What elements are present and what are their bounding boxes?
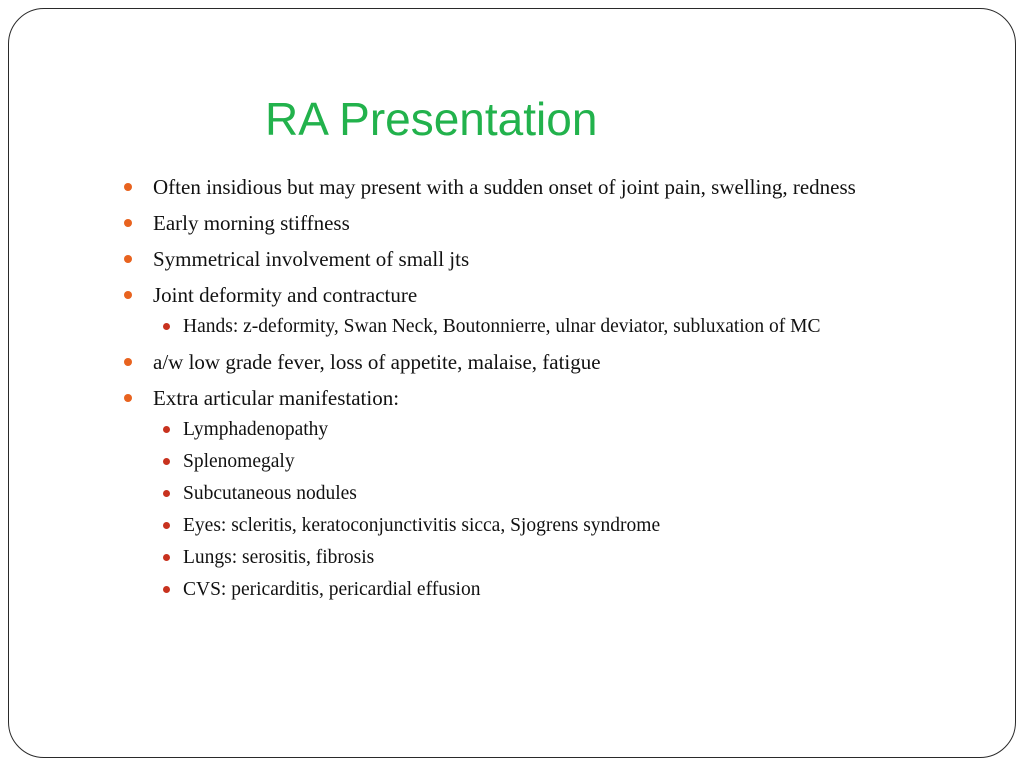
bullet-dot-icon (124, 358, 132, 366)
sub-bullet-dot-icon (163, 458, 170, 465)
bullet-dot-icon (124, 219, 132, 227)
sub-bullet-item (153, 481, 952, 506)
sub-bullet-text: CVS: pericarditis, pericardial effusion (183, 579, 481, 600)
sub-bullet-dot-icon (163, 490, 170, 497)
bullet-dot-icon (124, 255, 132, 263)
sub-bullet-text: Splenomegaly (183, 451, 295, 472)
sub-bullet-dot-icon (163, 426, 170, 433)
sub-bullet-item (153, 545, 952, 570)
bullet-dot-icon (124, 394, 132, 402)
sub-bullet-list (153, 417, 952, 602)
bullet-text: Early morning stiffness (153, 211, 350, 235)
bullet-text: Often insidious but may present with a sudden onset of joint pain, swelling, redness (153, 175, 856, 199)
bullet-text: Joint deformity and contracture (153, 283, 418, 307)
bullet-text: a/w low grade fever, loss of appetite, malaise, fatigue (153, 350, 601, 374)
slide-title: RA Presentation (265, 93, 598, 145)
sub-bullet-item (153, 449, 952, 474)
sub-bullet-text: Lungs: serositis, fibrosis (183, 547, 375, 568)
sub-bullet-dot-icon (163, 554, 170, 561)
bullet-item (122, 246, 952, 272)
sub-bullet-text: Hands: z-deformity, Swan Neck, Boutonnierre, ulnar deviator, subluxation of MC (183, 316, 821, 337)
sub-bullet-text: Lymphadenopathy (183, 419, 329, 440)
sub-bullet-dot-icon (163, 522, 170, 529)
bullet-dot-icon (124, 183, 132, 191)
bullet-item (122, 385, 952, 602)
sub-bullet-item (153, 314, 952, 339)
sub-bullet-item (153, 417, 952, 442)
bullet-item (122, 349, 952, 375)
bullet-item (122, 174, 952, 200)
sub-bullet-item (153, 513, 952, 538)
sub-bullet-item (153, 577, 952, 602)
bullet-dot-icon (124, 291, 132, 299)
bullet-text: Symmetrical involvement of small jts (153, 247, 470, 271)
bullet-list (122, 174, 952, 612)
bullet-item (122, 282, 952, 339)
sub-bullet-dot-icon (163, 586, 170, 593)
bullet-item (122, 210, 952, 236)
sub-bullet-list (153, 314, 952, 339)
sub-bullet-text: Eyes: scleritis, keratoconjunctivitis sicca, Sjogrens syndrome (183, 515, 661, 536)
slide-frame (8, 8, 1016, 758)
bullet-text: Extra articular manifestation: (153, 386, 400, 410)
sub-bullet-text: Subcutaneous nodules (183, 483, 357, 504)
sub-bullet-dot-icon (163, 323, 170, 330)
